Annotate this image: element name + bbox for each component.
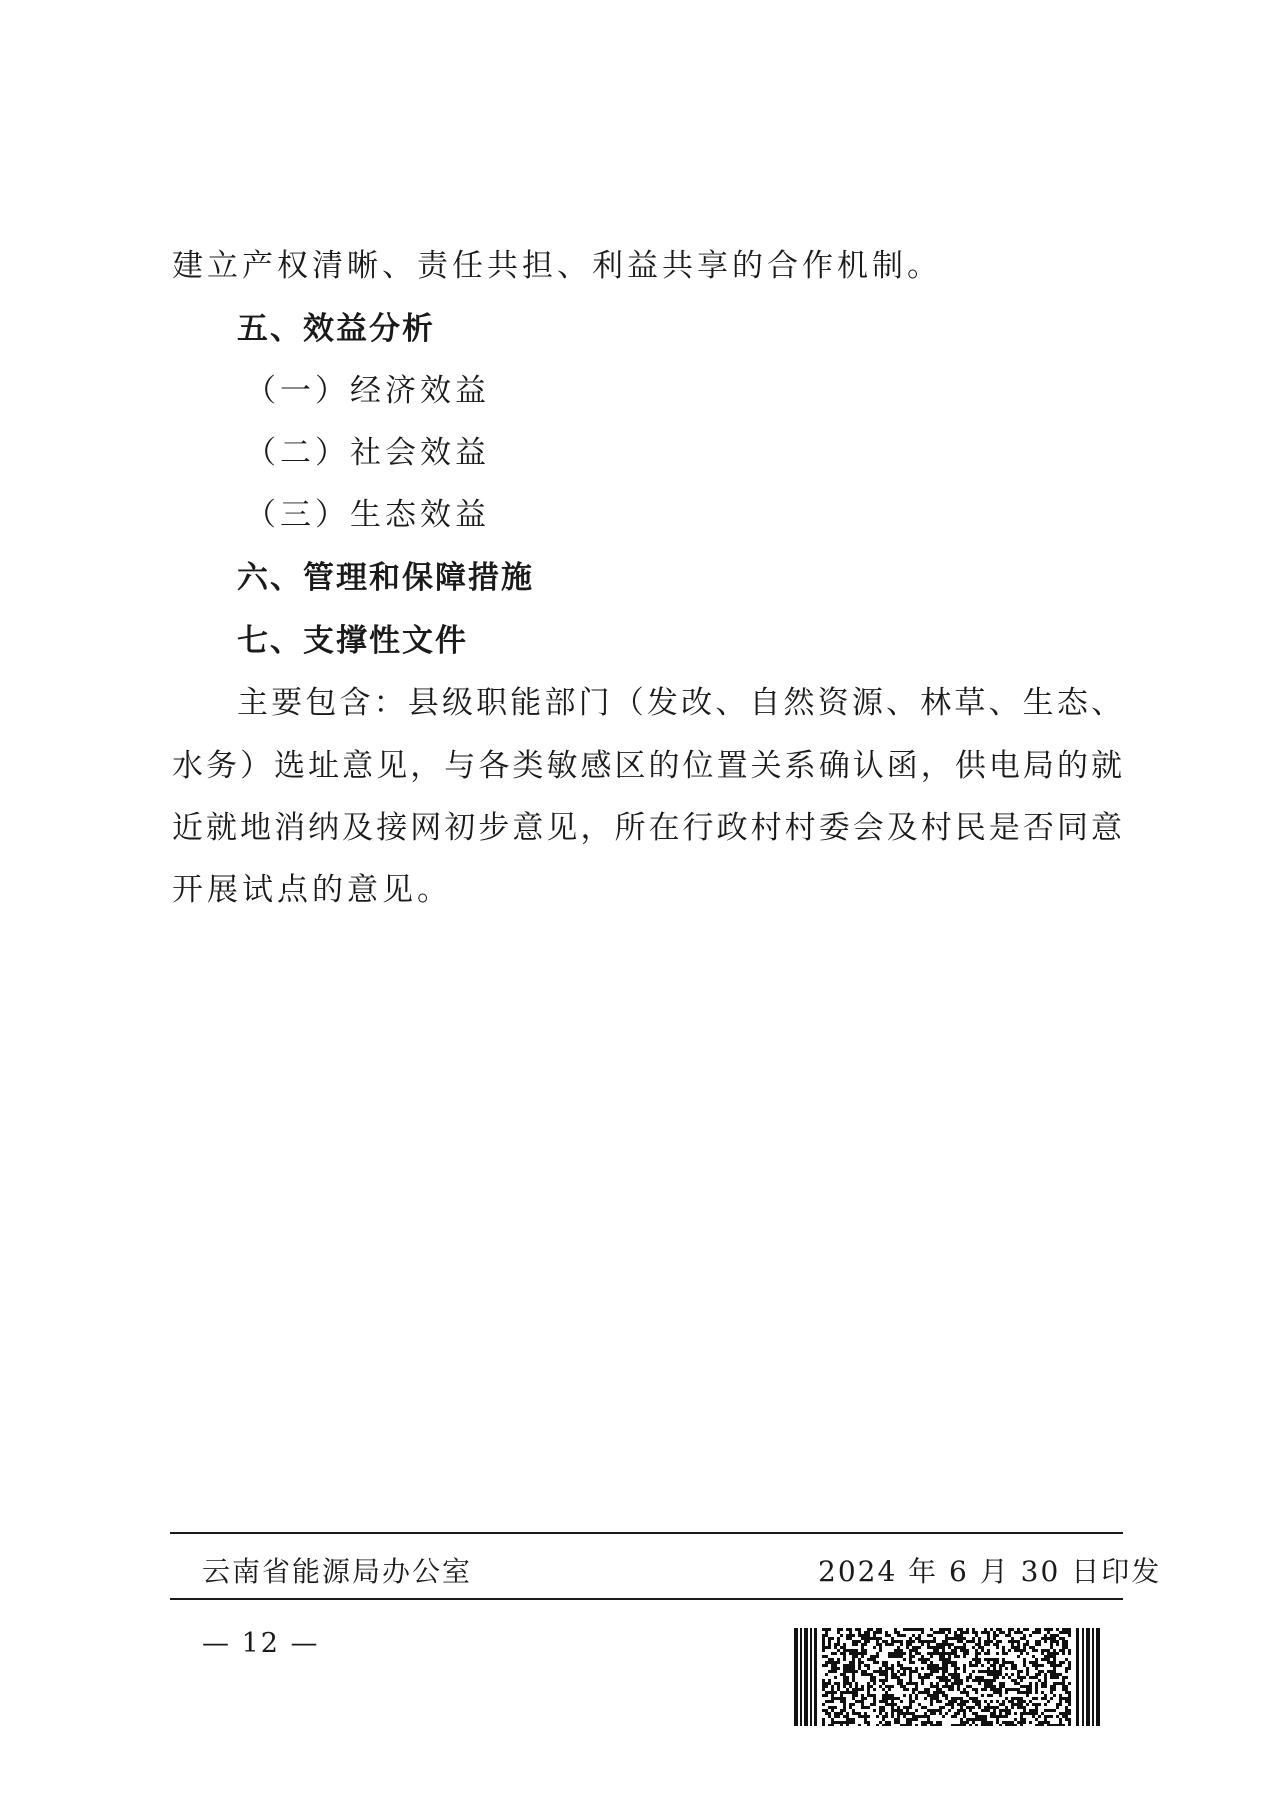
- subheading-social-benefit: （二）社会效益: [245, 435, 490, 471]
- paragraph-line-1: 主要包含：县级职能部门（发改、自然资源、林草、生态、: [237, 685, 1122, 721]
- subheading-economic-benefit: （一）经济效益: [245, 373, 490, 409]
- issuer-name: 云南省能源局办公室: [202, 1555, 473, 1588]
- issue-date: 2024 年 6 月 30 日印发: [818, 1555, 1162, 1588]
- footer-top-rule: [170, 1532, 1123, 1534]
- section-heading-management-measures: 六、管理和保障措施: [237, 560, 534, 596]
- body-line-1: 建立产权清晰、责任共担、利益共享的合作机制。: [172, 248, 942, 284]
- subheading-ecological-benefit: （三）生态效益: [245, 497, 490, 533]
- footer-bottom-rule: [170, 1598, 1123, 1600]
- page-number: — 12 —: [202, 1628, 320, 1659]
- paragraph-line-3: 近就地消纳及接网初步意见，所在行政村村委会及村民是否同意: [172, 810, 1122, 846]
- barcode-icon: [794, 1628, 1100, 1726]
- paragraph-line-4: 开展试点的意见。: [172, 872, 452, 908]
- paragraph-line-2: 水务）选址意见，与各类敏感区的位置关系确认函，供电局的就: [172, 748, 1122, 784]
- section-heading-supporting-documents: 七、支撑性文件: [237, 623, 468, 659]
- section-heading-benefit-analysis: 五、效益分析: [237, 311, 435, 347]
